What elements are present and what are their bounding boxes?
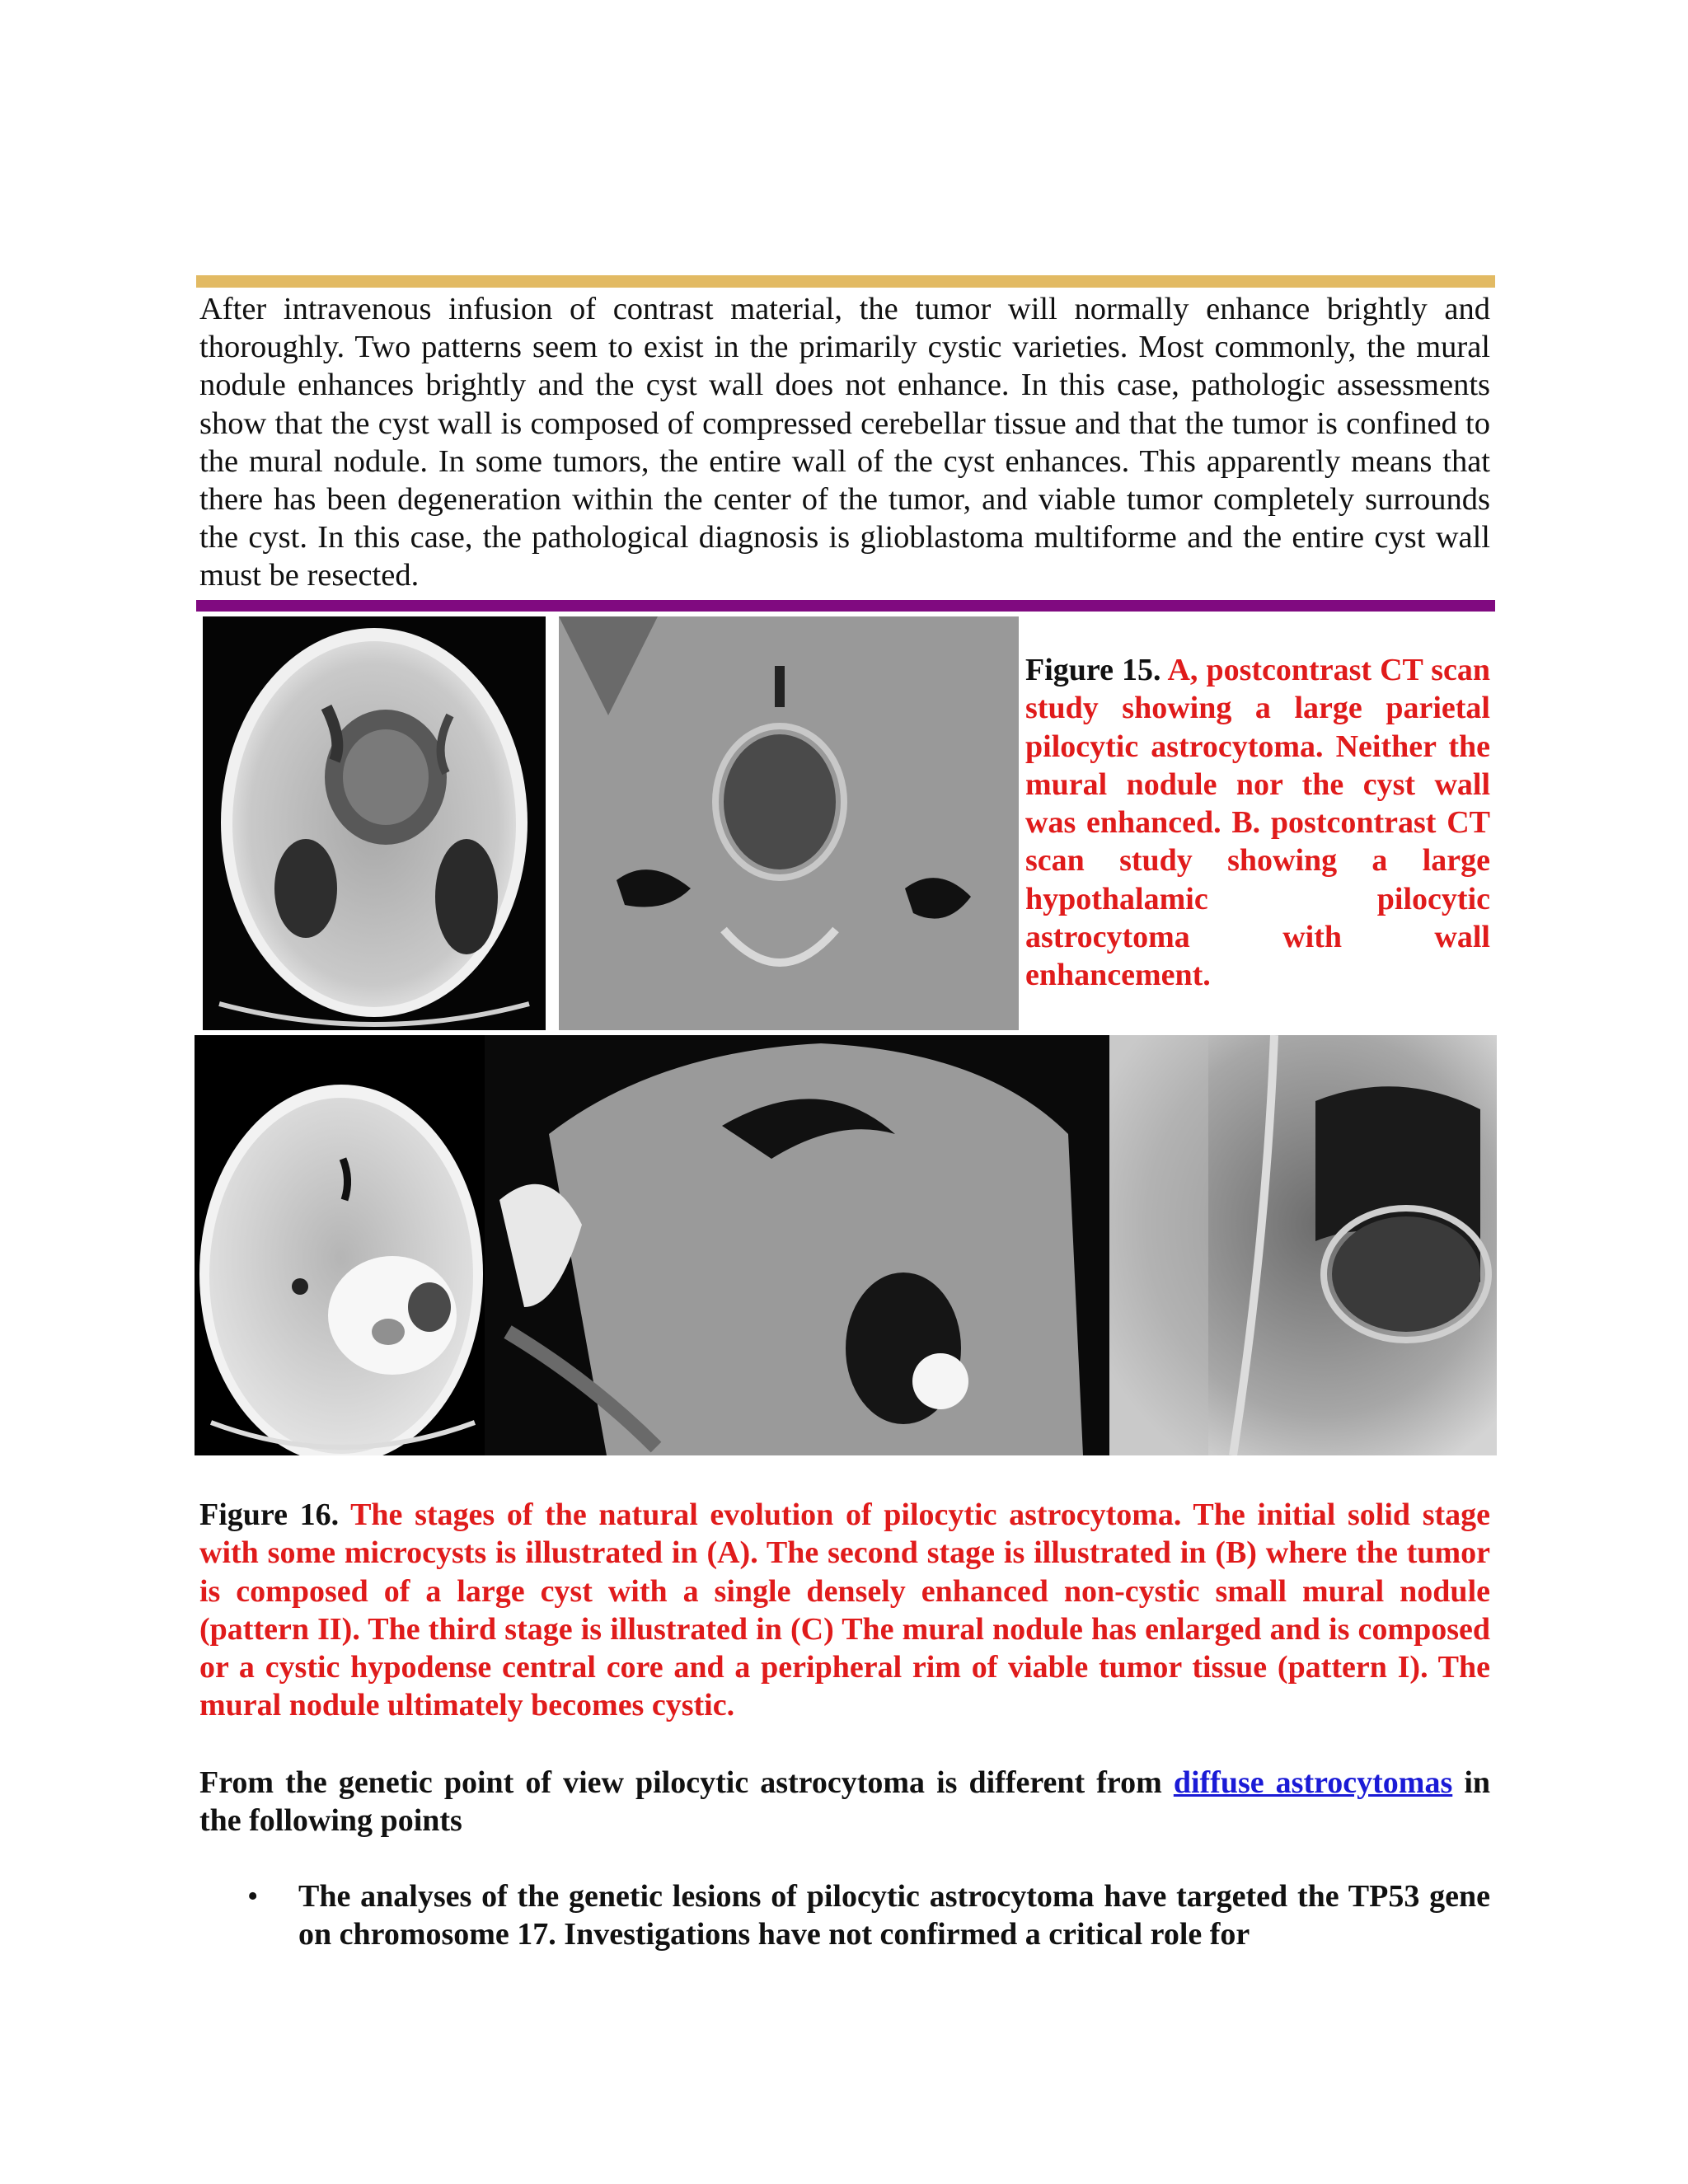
list-item (199, 1877, 1490, 1954)
figure15-image-b-hypothalamic-ct (559, 616, 1019, 1030)
top-gold-rule (196, 275, 1495, 288)
list-item-text: The analyses of the genetic lesions of pilocytic astrocytoma have targeted the TP53 gene on chromosome 17. Investigations have not confirmed a critical role for (298, 1879, 1490, 1952)
purple-rule (196, 600, 1495, 612)
intro-paragraph: After intravenous infusion of contrast material, the tumor will normally enhance brightly and thoroughly. Two patterns seem to exist in the primarily cystic varieties. Most commonly, the mural nodule enhances brightly and the cyst wall does not enhance. In this case, pathologic assessments show that the cyst wall is composed of compressed cerebellar tissue and that the tumor is confined to the mural nodule. In some tumors, the entire wall of the cyst enhances. This apparently means that there has been degeneration within the center of the tumor, and viable tumor completely surrounds the cyst. In this case, the pathological diagnosis is glioblastoma multiforme and the entire cyst wall must be resected. (199, 292, 1490, 593)
figure15-caption-text: A, postcontrast CT scan study showing a large parietal pilocytic astrocytoma. Neither the mural nodule nor the cyst wall was enhanced. B. postcontrast CT scan study showing a large hypothalamic pilocytic astrocytoma with wall enhancement. (1025, 653, 1491, 993)
genetic-intro-paragraph (199, 1764, 1490, 1840)
figure15-label: Figure 15. (1025, 653, 1161, 687)
figure15-image-a-axial-ct (203, 616, 546, 1030)
genetic-points-list (199, 1877, 1490, 1954)
genetic-intro-tail: in the following points (199, 1765, 1491, 1839)
diffuse-astrocytomas-link[interactable]: diffuse astrocytomas (1173, 1765, 1453, 1800)
genetic-intro-lead: From the genetic point of view pilocytic astrocytoma is different from (199, 1765, 1162, 1800)
figure16-caption (199, 1496, 1490, 1725)
figure16-panel-b (485, 1035, 1124, 1455)
figure15-caption (1025, 651, 1490, 995)
figure16-panel-a (199, 1085, 483, 1455)
figure16-caption-text: The stages of the natural evolution of pilocytic astrocytoma. The initial solid stage with some microcysts is illustrated in (A). The second stage is illustrated in (B) where the tumor is composed of a large cyst with a single densely enhanced non-cystic small mural nodule (pattern II). The third stage is illustrated in (C) The mural nodule has enlarged and is composed or a cystic hypodense central core and a peripheral rim of viable tumor tissue (pattern I). The mural nodule ultimately becomes cystic. (199, 1497, 1491, 1723)
figure16-image-strip (195, 1035, 1497, 1455)
figure16-label: Figure 16. (199, 1497, 340, 1532)
figure16-panel-c (1109, 1035, 1497, 1455)
bullet-icon: • (247, 1879, 259, 1914)
